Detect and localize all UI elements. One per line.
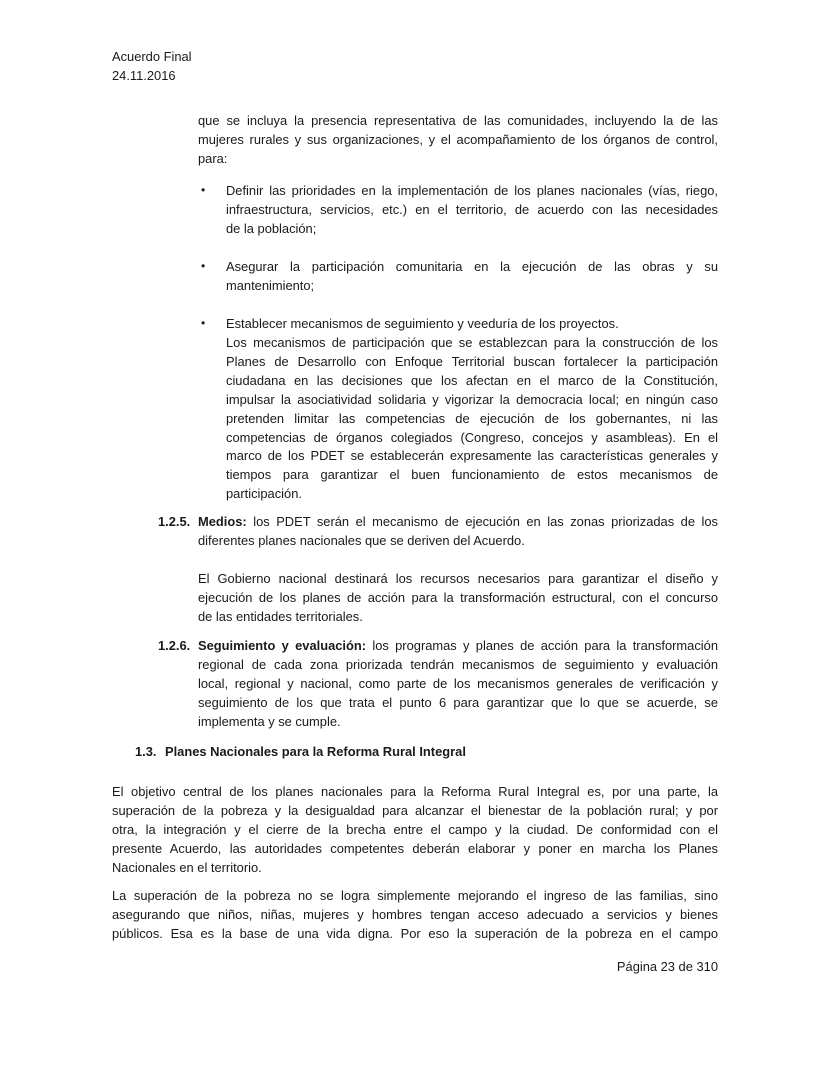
bullet-continuation-line: ciudadana en las decisiones que los afectan en el marco de la Constitución, [226, 372, 718, 388]
bullet-icon: • [201, 259, 206, 273]
section-line: ejecución de los planes de acción para la transformación estructural, con el concurso [198, 589, 718, 605]
body-line: superación de la pobreza y la desigualdad para alcanzar el bienestar de la población rural; y por [112, 802, 718, 818]
intro-line: que se incluya la presencia representativa de las comunidades, incluyendo la de las [198, 113, 718, 128]
page-number: Página 23 de 310 [616, 959, 718, 974]
bullet-line: Establecer mecanismos de seguimiento y veeduría de los proyectos. [226, 316, 619, 331]
body-line: La superación de la pobreza no se logra simplemente mejorando el ingreso de las familias, sino [112, 888, 718, 903]
section-heading: Medios: [198, 514, 247, 529]
body-line: Nacionales en el territorio. [112, 859, 262, 875]
section-text: los programas y planes de acción para la transformación [372, 638, 718, 653]
body-line: presente Acuerdo, las autoridades competentes deberán elaborar y poner en marcha los Planes [112, 840, 718, 856]
section-line: regional de cada zona priorizada tendrán mecanismos de seguimiento y evaluación [198, 657, 718, 672]
bullet-line: infraestructura, servicios, etc.) en el territorio, de acuerdo con las necesidades [226, 201, 718, 217]
section-line: El Gobierno nacional destinará los recursos necesarios para garantizar el diseño y [198, 571, 718, 586]
bullet-icon: • [201, 316, 206, 330]
bullet-line: mantenimiento; [226, 277, 315, 293]
header-date: 24.11.2016 [112, 68, 176, 83]
bullet-continuation-line: impulsar la asociatividad solidaria y vigorizar la democracia local; en ningún caso [226, 391, 718, 407]
bullet-continuation-line: marco de los PDET se establecerán expresamente las características generales y [226, 448, 718, 464]
bullet-continuation-line: competencias de órganos colegiados (Congreso, concejos y asambleas). En el [226, 429, 718, 445]
bullet-line: Asegurar la participación comunitaria en la ejecución de las obras y su [226, 259, 718, 274]
section-number: 1.2.6. [158, 638, 191, 653]
bullet-continuation-line: participación. [226, 486, 302, 502]
bullet-continuation-line: Planes de Desarrollo con Enfoque Territorial buscan fortalecer la participación [226, 353, 718, 369]
bullet-line: de la población; [226, 220, 317, 236]
section-line: implementa y se cumple. [198, 713, 341, 729]
body-line: públicos. Esa es la base de una vida digna. Por eso la superación de la pobreza en el campo [112, 925, 718, 941]
section-heading: Seguimiento y evaluación: [198, 638, 367, 653]
subsection-number: 1.3. [135, 744, 157, 759]
body-line: otra, la integración y el cierre de la brecha entre el campo y la ciudad. De conformidad con el [112, 821, 718, 837]
section-line: diferentes planes nacionales que se deriven del Acuerdo. [198, 533, 525, 548]
body-line: asegurando que niños, niñas, mujeres y hombres tengan acceso adecuado a servicios y bienes [112, 906, 718, 922]
bullet-line: Definir las prioridades en la implementación de los planes nacionales (vías, riego, [226, 183, 718, 198]
section-text: los PDET serán el mecanismo de ejecución en las zonas priorizadas de los [253, 514, 718, 529]
section-first-line [198, 636, 718, 655]
section-number: 1.2.5. [158, 514, 191, 529]
bullet-continuation-line: Los mecanismos de participación que se establezcan para la construcción de los [226, 335, 718, 350]
bullet-continuation-line: tiempos para garantizar el buen funcionamiento de estos mecanismos de [226, 467, 718, 483]
intro-line: para: [198, 150, 228, 166]
intro-line: mujeres rurales y sus organizaciones, y el acompañamiento de los órganos de control, [198, 131, 718, 147]
body-line: El objetivo central de los planes nacionales para la Reforma Rural Integral es, por una parte, la [112, 784, 718, 799]
section-first-line [198, 512, 718, 531]
header-title: Acuerdo Final [112, 49, 192, 64]
section-line: seguimiento de los que trata el punto 6 para garantizar que lo que se acuerde, se [198, 694, 718, 710]
bullet-icon: • [201, 183, 206, 197]
subsection-title: Planes Nacionales para la Reforma Rural Integral [165, 744, 466, 759]
bullet-continuation-line: pretenden limitar las competencias de ejecución de los gobernantes, ni las [226, 410, 718, 426]
section-line: local, regional y nacional, como parte de los mecanismos generales de verificación y [198, 675, 718, 691]
section-line: de las entidades territoriales. [198, 608, 363, 624]
